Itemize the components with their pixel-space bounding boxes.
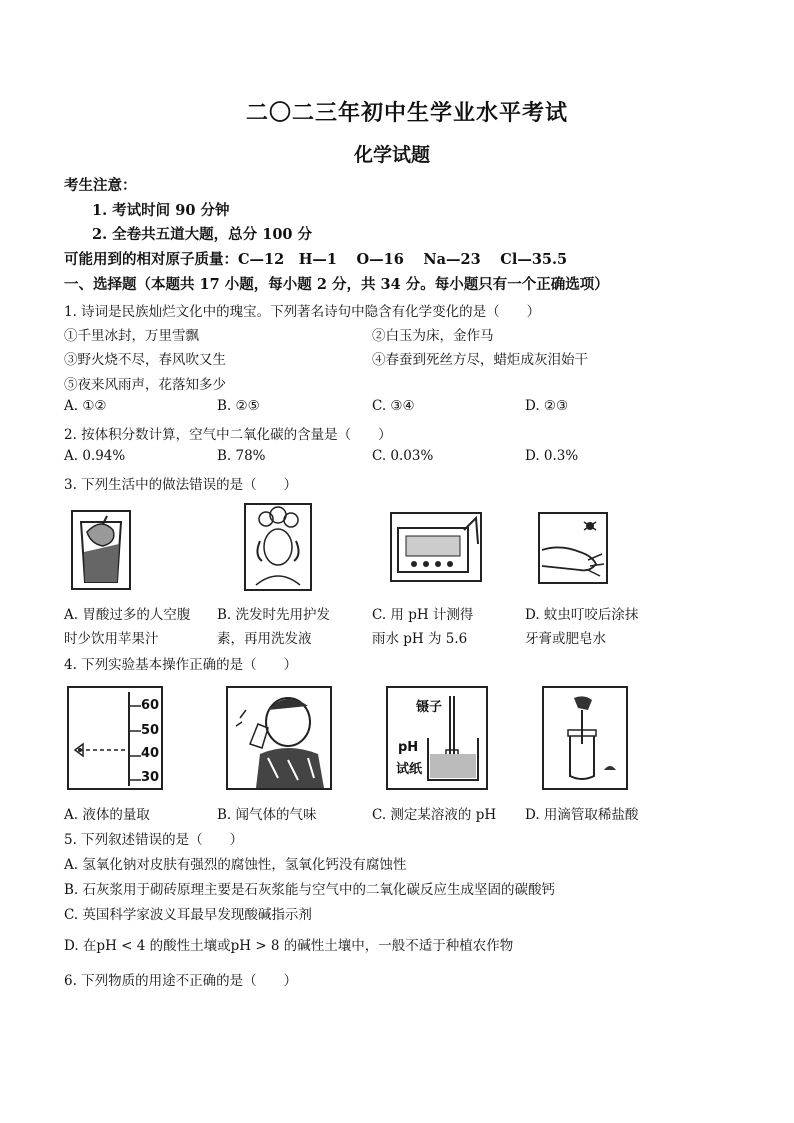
option-a-line2: 时少饮用苹果汁 — [64, 631, 159, 647]
question-stem: 2. 按体积分数计算，空气中二氧化碳的含量是（ ） — [64, 427, 392, 443]
ph-paper-label: 试纸 — [396, 762, 423, 777]
ph-label: pH — [398, 740, 419, 755]
smelling-gas-image — [226, 686, 332, 790]
option-d[interactable]: D. 0.3% — [525, 448, 579, 464]
poem-line: ④春蚕到死丝方尽，蜡炬成灰泪始干 — [372, 352, 588, 368]
option-a[interactable]: A. 氢氧化钠对皮肤有强烈的腐蚀性，氢氧化钙没有腐蚀性 — [64, 857, 407, 873]
section-heading: 一、选择题（本题共 17 小题，每小题 2 分，共 34 分。每小题只有一个正确选项） — [64, 276, 609, 293]
option-c-line2: 雨水 pH 为 5.6 — [372, 631, 468, 647]
poem-line: ①千里冰封，万里雪飘 — [64, 328, 199, 344]
option-c[interactable]: C. 英国科学家波义耳最早发现酸碱指示剂 — [64, 907, 312, 923]
option-d[interactable]: D. 在pH < 4 的酸性土壤或pH > 8 的碱性土壤中，一般不适于种植农作物 — [64, 938, 514, 954]
page-title: 二〇二三年初中生学业水平考试 — [246, 100, 569, 126]
cylinder-mark: 50 — [141, 723, 160, 738]
option-a[interactable]: A. 液体的量取 — [64, 807, 150, 823]
option-b-line2: 素，再用洗发液 — [217, 631, 312, 647]
cylinder-mark: 60 — [141, 698, 160, 713]
poem-line: ②白玉为床，金作马 — [372, 328, 494, 344]
hair-washing-image — [244, 503, 312, 591]
option-a[interactable]: A. 0.94% — [64, 448, 126, 464]
cylinder-mark: 40 — [141, 746, 160, 761]
option-c[interactable]: C. 用 pH 计测得 — [372, 607, 474, 623]
option-c[interactable]: C. 0.03% — [372, 448, 434, 464]
graduated-cylinder-image — [67, 686, 163, 790]
insect-bite-arm-image — [538, 512, 608, 584]
option-a[interactable]: A. 胃酸过多的人空腹 — [64, 607, 191, 623]
question-stem: 5. 下列叙述错误的是（ ） — [64, 832, 244, 848]
tweezers-label: 镊子 — [416, 700, 443, 715]
option-d[interactable]: D. 用滴管取稀盐酸 — [525, 807, 639, 823]
option-d[interactable]: D. ②③ — [525, 398, 569, 414]
option-d-line2: 牙膏或肥皂水 — [525, 631, 606, 647]
option-b[interactable]: B. ②⑤ — [217, 398, 260, 414]
option-b[interactable]: B. 78% — [217, 448, 266, 464]
cylinder-mark: 30 — [141, 770, 160, 785]
apple-juice-glass-image — [71, 510, 131, 590]
option-d[interactable]: D. 蚊虫叮咬后涂抹 — [525, 607, 639, 623]
notice-item: 2. 全卷共五道大题，总分 100 分 — [92, 226, 313, 243]
page-subtitle: 化学试题 — [354, 144, 431, 166]
ph-meter-image — [390, 512, 482, 582]
option-b[interactable]: B. 石灰浆用于砌砖原理主要是石灰浆能与空气中的二氧化碳反应生成坚固的碳酸钙 — [64, 882, 556, 898]
notice-heading: 考生注意： — [64, 177, 137, 194]
option-b[interactable]: B. 洗发时先用护发 — [217, 607, 331, 623]
option-b[interactable]: B. 闻气体的气味 — [217, 807, 317, 823]
option-a[interactable]: A. ①② — [64, 398, 107, 414]
dropper-image — [542, 686, 628, 790]
notice-item: 1. 考试时间 90 分钟 — [92, 202, 230, 219]
question-stem: 1. 诗词是民族灿烂文化中的瑰宝。下列著名诗句中隐含有化学变化的是（ ） — [64, 304, 541, 320]
option-c[interactable]: C. 测定某溶液的 pH — [372, 807, 497, 823]
question-stem: 3. 下列生活中的做法错误的是（ ） — [64, 477, 298, 493]
option-c[interactable]: C. ③④ — [372, 398, 415, 414]
poem-line: ③野火烧不尽，春风吹又生 — [64, 352, 226, 368]
poem-line: ⑤夜来风雨声，花落知多少 — [64, 377, 226, 393]
question-stem: 6. 下列物质的用途不正确的是（ ） — [64, 973, 298, 989]
ph-test-image — [386, 686, 488, 790]
question-stem: 4. 下列实验基本操作正确的是（ ） — [64, 657, 298, 673]
atomic-mass-line: 可能用到的相对原子质量：C—12 H—1 O—16 Na—23 Cl—35.5 — [64, 251, 568, 268]
